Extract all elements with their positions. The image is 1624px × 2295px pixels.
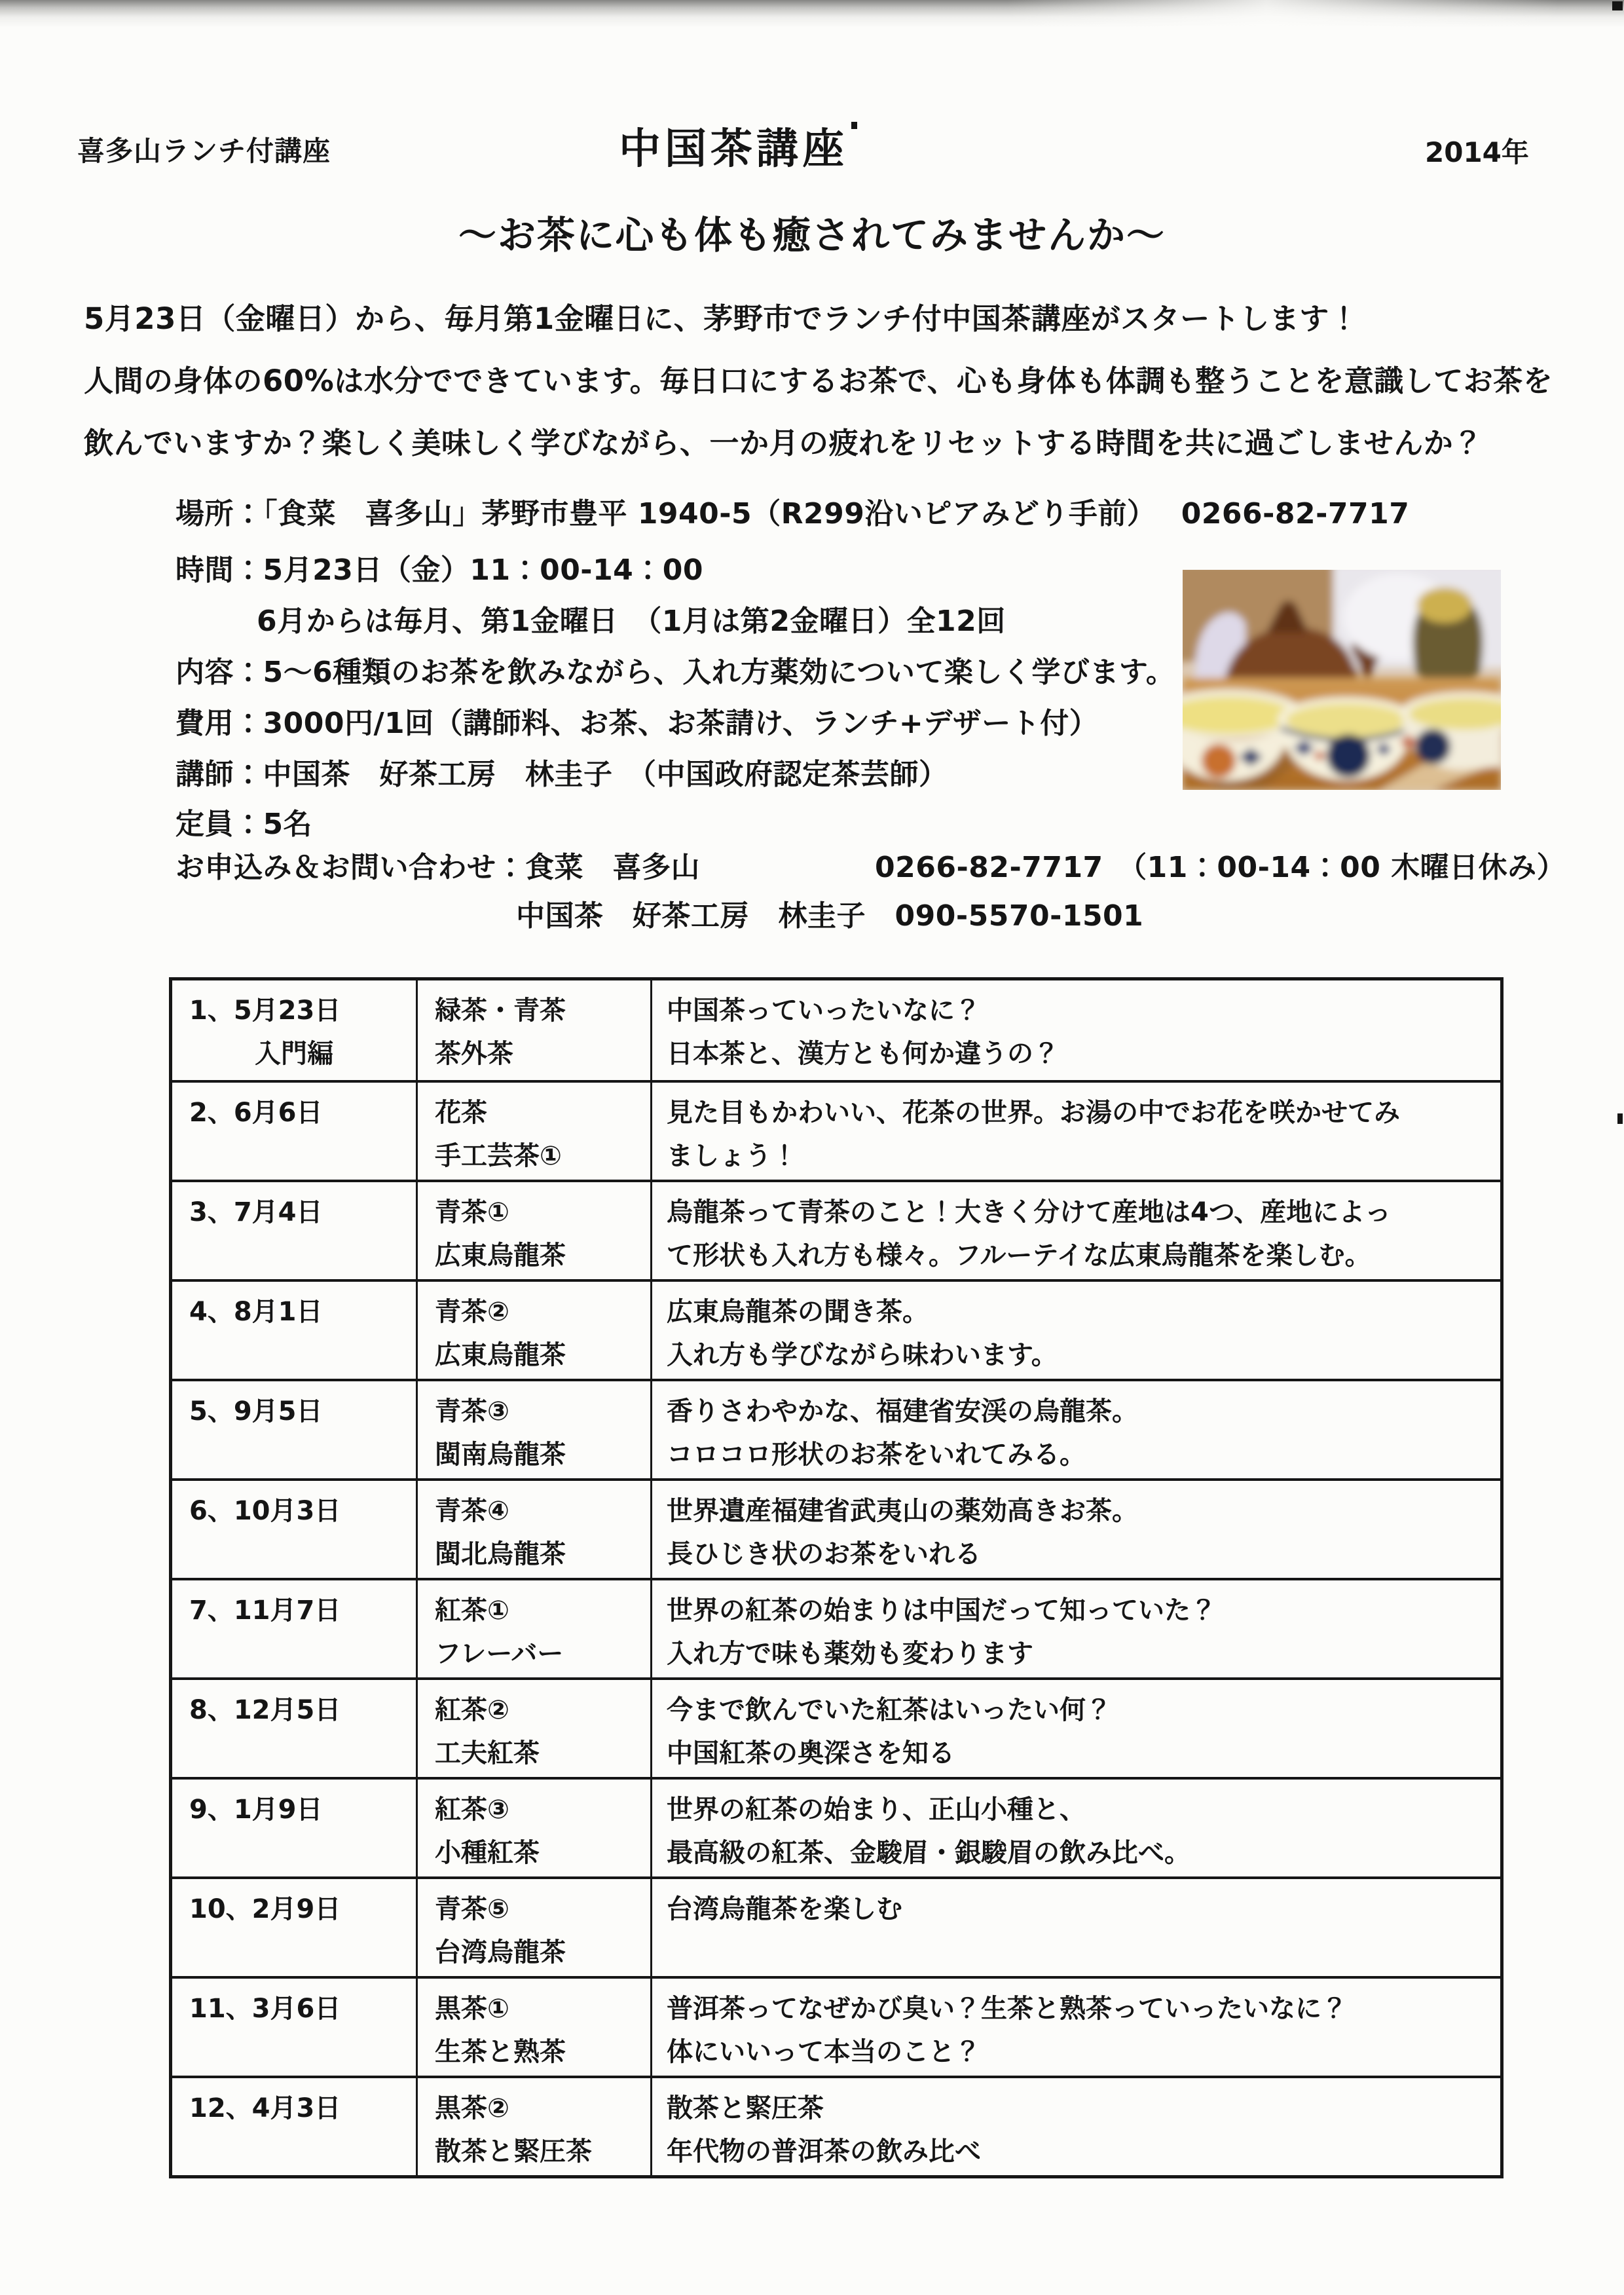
course-date-cell: 6、10月3日 [172, 1478, 416, 1578]
intro-line: 人間の身体の60%は水分でできています。毎日口にするお茶で、心も身体も体調も整うことを意識してお茶を [84, 364, 1553, 398]
tea-type-cell: 花茶 手工芸茶① [416, 1080, 650, 1180]
course-date-cell: 11、3月6日 [172, 1976, 416, 2076]
tea-type-cell: 緑茶・青茶 茶外茶 [416, 980, 650, 1080]
course-description-cell: 広東烏龍茶の聞き茶。 入れ方も学びながら味わいます。 [650, 1279, 1500, 1379]
course-series-label: 喜多山ランチ付講座 [77, 135, 331, 167]
page-title: 中国茶講座 [619, 125, 848, 174]
tea-type-cell: 青茶⑤ 台湾烏龍茶 [416, 1876, 650, 1976]
course-description-cell: 香りさわやかな、福建省安渓の烏龍茶。 コロコロ形状のお茶をいれてみる。 [650, 1379, 1500, 1478]
tea-type-cell: 青茶② 広東烏龍茶 [416, 1279, 650, 1379]
detail-place: 場所：「食菜 喜多山」茅野市豊平 1940-5（R299沿いピアみどり手前） 0266-82-7717 [175, 497, 1410, 531]
intro-line: 5月23日（金曜日）から、毎月第1金曜日に、茅野市でランチ付中国茶講座がスタートします！ [84, 301, 1359, 336]
intro-line: 飲んでいますか？楽しく美味しく学びながら、一か月の疲れをリセットする時間を共に過ごしませんか？ [84, 426, 1483, 460]
detail-instructor: 講師：中国茶 好茶工房 林圭子 （中国政府認定茶芸師） [175, 758, 948, 791]
detail-capacity: 定員：5名 [175, 808, 313, 841]
course-description-cell: 世界遺産福建省武夷山の薬効高きお茶。 長ひじき状のお茶をいれる [650, 1478, 1500, 1578]
course-date-cell: 12、4月3日 [172, 2076, 416, 2175]
course-description-cell: 散茶と緊圧茶 年代物の普洱茶の飲み比べ [650, 2076, 1500, 2175]
course-description-cell: 世界の紅茶の始まりは中国だって知っていた？ 入れ方で味も薬効も変わります [650, 1578, 1500, 1677]
course-date-cell: 7、11月7日 [172, 1578, 416, 1677]
course-description-cell: 見た目もかわいい、花茶の世界。お湯の中でお花を咲かせてみ ましょう！ [650, 1080, 1500, 1180]
course-date-cell: 5、9月5日 [172, 1379, 416, 1478]
course-description-cell: 中国茶っていったいなに？ 日本茶と、漢方とも何か違うの？ [650, 980, 1500, 1080]
course-description-cell: 台湾烏龍茶を楽しむ [650, 1876, 1500, 1976]
tea-set-photo [1183, 570, 1501, 790]
course-date-cell: 2、6月6日 [172, 1080, 416, 1180]
detail-contact-2: 中国茶 好茶工房 林圭子 090-5570-1501 [516, 899, 1144, 933]
detail-schedule-note: 6月からは毎月、第1金曜日 （1月は第2金曜日）全12回 [257, 605, 1006, 638]
course-date-cell: 1、5月23日 入門編 [189, 996, 341, 1069]
course-date-cell: 9、1月9日 [172, 1777, 416, 1876]
course-description-cell: 世界の紅茶の始まり、正山小種と、 最高級の紅茶、金駿眉・銀駿眉の飲み比べ。 [650, 1777, 1500, 1876]
course-date-cell: 3、7月4日 [172, 1180, 416, 1279]
scan-mark [1612, 1, 1623, 10]
scan-mark [1617, 1113, 1623, 1124]
tea-type-cell: 青茶④ 閩北烏龍茶 [416, 1478, 650, 1578]
detail-fee: 費用：3000円/1回（講師料、お茶、お茶請け、ランチ+デザート付） [175, 707, 1099, 740]
year-label: 2014年 [1425, 136, 1529, 168]
course-date-cell: 10、2月9日 [172, 1876, 416, 1976]
tea-type-cell: 黒茶① 生茶と熟茶 [416, 1976, 650, 2076]
course-description-cell: 普洱茶ってなぜかび臭い？生茶と熟茶っていったいなに？ 体にいいって本当のこと？ [650, 1976, 1500, 2076]
detail-content: 内容：5～6種類のお茶を飲みながら、入れ方薬効について楽しく学びます。 [175, 656, 1175, 689]
tea-type-cell: 紅茶③ 小種紅茶 [416, 1777, 650, 1876]
tea-type-cell: 青茶① 広東烏龍茶 [416, 1180, 650, 1279]
detail-contact: お申込み＆お問い合わせ：食菜 喜多山 0266-82-7717 （11：00-14：00 木曜日休み） [175, 851, 1566, 884]
subtitle: ～お茶に心も体も癒されてみませんか～ [458, 213, 1166, 257]
scan-mark [851, 122, 857, 129]
detail-time: 時間：5月23日（金）11：00-14：00 [175, 553, 704, 587]
tea-type-cell: 紅茶② 工夫紅茶 [416, 1677, 650, 1777]
tea-type-cell: 紅茶① フレーバー [416, 1578, 650, 1677]
course-date-cell: 4、8月1日 [172, 1279, 416, 1379]
course-description-cell: 今まで飲んでいた紅茶はいったい何？ 中国紅茶の奥深さを知る [650, 1677, 1500, 1777]
tea-type-cell: 黒茶② 散茶と緊圧茶 [416, 2076, 650, 2175]
tea-type-cell: 青茶③ 閩南烏龍茶 [416, 1379, 650, 1478]
schedule-table [169, 977, 1504, 2178]
scan-smudge-fade [0, 0, 1624, 28]
course-date-cell: 8、12月5日 [172, 1677, 416, 1777]
course-description-cell: 烏龍茶って青茶のこと！大きく分けて産地は4つ、産地によっ て形状も入れ方も様々。フルーテイな広東烏龍茶を楽しむ。 [650, 1180, 1500, 1279]
